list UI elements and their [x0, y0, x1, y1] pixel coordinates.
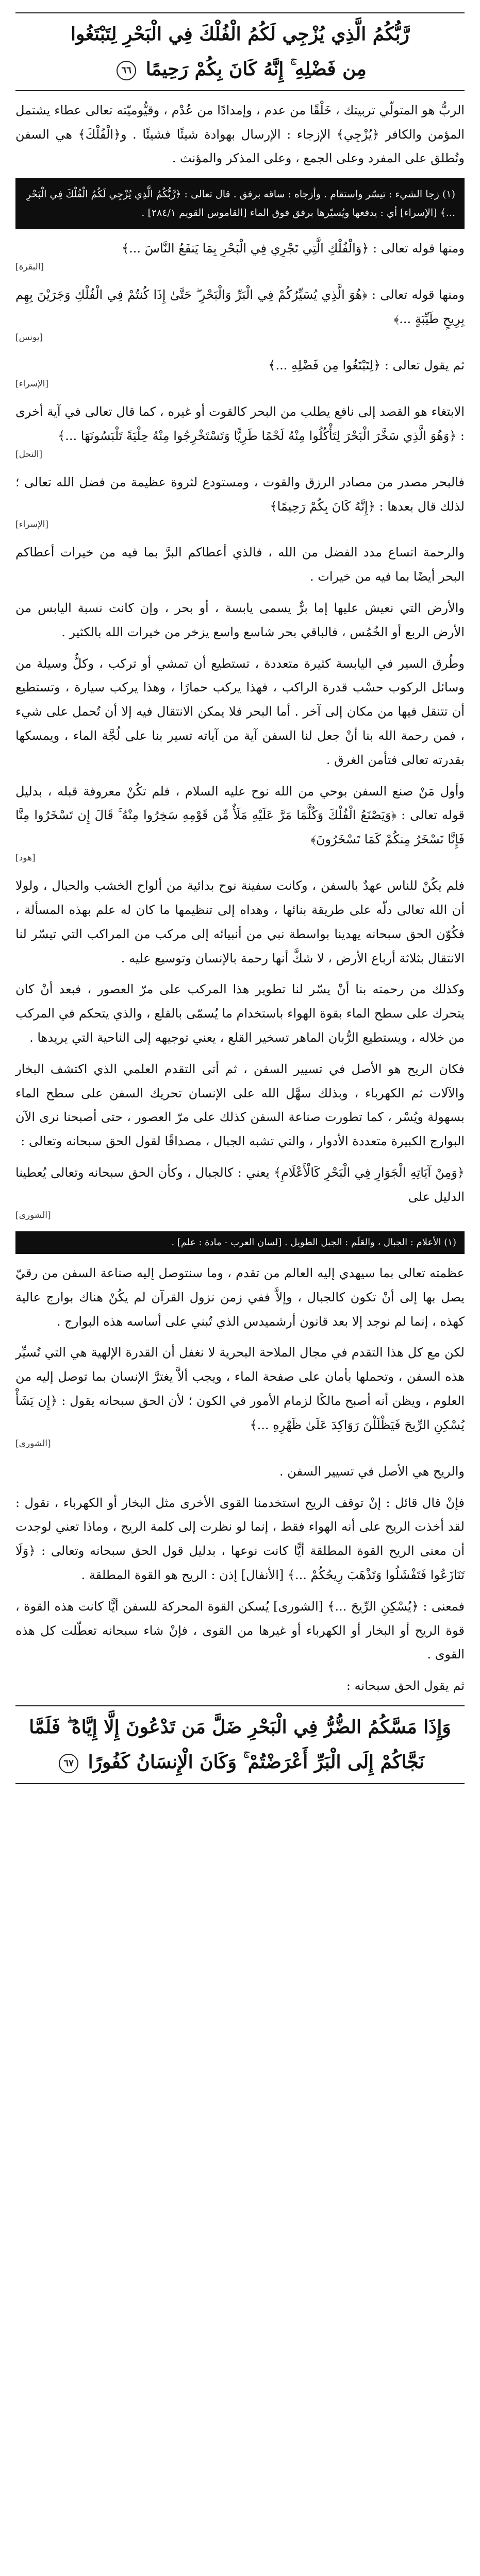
section-0: ومنها قوله تعالى : ﴿وَالْفُلْكِ الَّتِي تَجْرِي فِي الْبَحْرِ بِمَا يَنفَعُ النَّاسَ ...﴾ [البقرة] [15, 236, 465, 276]
bottom-verse-number: ٦٧ [59, 1754, 78, 1773]
section-3: الابتغاء هو القصد إلى نافع يطلب من البحر كالقوت أو غيره ، كما قال تعالى في آية أخرى : ﴿وَهُوَ الَّذِي سَخَّرَ الْبَحْرَ لِتَأْكُلُوا مِنْهُ لَحْمًا طَرِيًّا وَتَسْتَخْرِجُوا مِنْهُ حِلْيَةً تَلْبَسُونَهَا ...﴾ [النحل] [15, 400, 465, 463]
footnote-strip: (١) الأعلام : الجبال ، والعَلَم : الجبل الطويل . [لسان العرب - مادة : علم] . [15, 1231, 465, 1254]
section-6: والأرض التي نعيش عليها إما برٌّ يسمى يابسة ، أو بحر ، وإن كانت نسبة اليابس من الأرض الربع أو الخُمُس ، فالباقي بحر شاسع واسع يزخر من خيرات الله بالكثير . [15, 601, 465, 639]
section-1: ومنها قوله تعالى : ﴿هُوَ الَّذِي يُسَيِّرُكُمْ فِي الْبَرِّ وَالْبَحْرِ ۖ حَتَّىٰ إِذَا كُنتُمْ فِي الْفُلْكِ وَجَرَيْنَ بِهِم بِرِيحٍ طَيِّبَةٍ ...﴾ [يونس] [15, 283, 465, 346]
section-4: فالبحر مصدر من مصادر الرزق والقوت ، ومستودع لثروة عظيمة من فضل الله تعالى ؛ لذلك قال بعدها : ﴿إِنَّهُ كَانَ بِكُمْ رَحِيمًا﴾ [الإسراء] [15, 470, 465, 534]
section2-2: والريح هي الأصل في تسيير السفن . [279, 1464, 465, 1479]
section-ref: [الشورى] [15, 1438, 51, 1449]
section-ref: [الشورى] [15, 1210, 51, 1221]
top-verse-line2: مِن فَضْلِهِ ۚ إِنَّهُ كَانَ بِكُمْ رَحِيمًا [145, 58, 367, 80]
sections-2 [15, 1261, 465, 1698]
section-11: فكان الريح هو الأصل في تسيير السفن ، ثم أتى التقدم العلمي الذي اكتشف البخار والآلات ثم الكهرباء ، وبذلك سهَّل الله على الإنسان تحريك السفن على سطح الماء بسهولة ويُسْر ، كما تطورت صناعة السفن كذلك على مرّ العصور ، حتى أصبحنا نرى الآن البوارج الكبيرة متعددة الأدوار ، والتي تشبه الجبال ، مصداقًا لقول الحق سبحانه وتعالى : [15, 1061, 465, 1149]
section-10: وكذلك من رحمته بنا أنْ يسّر لنا تطوير هذا المركب على مرّ العصور ، فبعد أنْ كان يتحرك على سطح الماء بقوة الهواء باستخدام ما يُسمّى بالقلع ، والذي يتحكم في المركب من خلاله ، ويستطيع الرُّبان الماهر تسخير القلع ، يعني توجيهه إلى الناحية التي يريدها . [15, 982, 465, 1045]
section-ref: [يونس] [15, 332, 43, 343]
page [15, 10, 465, 1786]
section-5: والرحمة اتساع مدد الفضل من الله ، فالذي أعطاكم البرَّ بما فيه من خيرات أعطاكم البحر أيضًا بما فيه من خيرات . [15, 545, 465, 584]
footnote-box: (١) زجا الشيء : تيسّر واستقام . وأزجاه : ساقه برفق . قال تعالى : ﴿رَّبُّكُمُ الَّذِي يُزْجِي لَكُمُ الْفُلْكَ فِي الْبَحْرِ ...﴾ [الإسراء] أي : يدفعها ويُسيّرها برفق فوق الماء [القاموس القويم ٢٨٤/١] . [15, 178, 465, 229]
bottom-verse [15, 1705, 465, 1784]
bottom-verse-line1: وَإِذَا مَسَّكُمُ الضُّرُّ فِي الْبَحْرِ ضَلَّ مَن تَدْعُونَ إِلَّا إِيَّاهُ ۖ فَلَمَّا [29, 1716, 451, 1738]
top-verse-number: ٦٦ [117, 61, 136, 80]
section2-1: لكن مع كل هذا التقدم في مجال الملاحة البحرية لا نغفل أن القدرة الإلهية هي التي تُسيِّر هذه السفن ، وتحملها بأمان على صفحة الماء ، ويجب ألاَّ يغترَّ الإنسان بما توصل إليه من العلوم ، ويظن أنه أصبح مالكًا لزمام الأمور في الكون ؛ لأن الحق سبحانه يقول : ﴿إِن يَشَأْ يُسْكِنِ الرِّيحَ فَيَظْلَلْنَ رَوَاكِدَ عَلَىٰ ظَهْرِهِ ...﴾ [الشورى] [15, 1341, 465, 1452]
section-ref: [الإسراء] [15, 378, 49, 389]
section2-0: عظمته تعالى بما سيهدي إليه العالم من تقدم ، وما سنتوصل إليه صناعة السفن من رقيّ يصل بها إلى أنْ تكون كالجبال ، وإلاَّ ففي زمن نزول القرآن لم يكُنْ هناك بوارج عالية كهذه ، إنما لم نوجد إلا بعد قانون أرشميدس الذي تُبني على أساسه هذه البوارج . [15, 1266, 465, 1329]
section-9: فلم يكُنْ للناس عهدٌ بالسفن ، وكانت سفينة نوح بدائية من ألواح الخشب والحبال ، ولولا أن الله تعالى دلّه على طريقة بنائها ، وهداه إلى تنظيمها ما كان له علم بهذه المسألة ، فكُوّن الحق سبحانه يهدينا بواسطة نبي من أنبيائه إلى مركب من المراكب التي تيسّر لنا الانتقال بثلاثة أرباع الأرض ، لا شكَّ أنها رحمة بالإنسان وتوسيع عليه . [15, 878, 465, 965]
section-ref: [البقرة] [15, 262, 44, 273]
section-12: ﴿وَمِنْ آيَاتِهِ الْجَوَارِ فِي الْبَحْرِ كَالْأَعْلَامِ﴾ يعني : كالجبال ، وكأن الحق سبحانه وتعالى يُعطينا الدليل على [الشورى] [15, 1161, 465, 1224]
bottom-verse-line2: نَجَّاكُمْ إِلَى الْبَرِّ أَعْرَضْتُمْ ۚ وَكَانَ الْإِنسَانُ كَفُورًا [88, 1751, 424, 1773]
section2-3: فإنْ قال قائل : إنْ توقف الريح استخدمنا القوى الأخرى مثل البخار أو الكهرباء ، نقول : لقد أخذت الريح على أنه الهواء فقط ، إنما لو نظرت إلى كلمة الريح ، وماذا تعني لوجدت أن معنى الريح القوة المطلقة أيًّا كانت نوعها ، بدليل قول الحق سبحانه وتعالى : ﴿وَلَا تَنَازَعُوا فَتَفْشَلُوا وَتَذْهَبَ رِيحُكُمْ ...﴾ [الأنفال] إذن : الريح هو القوة المطلقة . [15, 1495, 465, 1582]
section-ref: [هود] [15, 853, 36, 863]
section-7: وطُرق السير في اليابسة كثيرة متعددة ، تستطيع أن تمشي أو تركب ، وكلُّ وسيلة من وسائل الركوب حسْب قدرة الراكب ، فهذا يركب حمارًا ، وهذا يركب سيارة ، وتستطيع أن تتنقل فيها من مكان إلى آخر . أما البحر فلا يمكن الانتقال فيه إلا أن تُحمل على شيء ، فمن رحمة الله بنا أنْ جعل لنا السفن آية من آياته تسير بنا على لُجَّة الماء ، ويمسكها بقدرته تعالى فتأمن الغرق . [15, 656, 465, 767]
sections [15, 236, 465, 1224]
section-8: وأول مَنْ صنع السفن بوحي من الله نوح عليه السلام ، فلم تكُنْ معروفة قبله ، بدليل قوله تعالى : ﴿وَيَصْنَعُ الْفُلْكَ وَكُلَّمَا مَرَّ عَلَيْهِ مَلَأٌ مِّن قَوْمِهِ سَخِرُوا مِنْهُ ۚ قَالَ إِن تَسْخَرُوا مِنَّا فَإِنَّا نَسْخَرُ مِنكُمْ كَمَا تَسْخَرُونَ﴾ [هود] [15, 779, 465, 867]
intro-paragraph: الربُّ هو المتولّي تربيتك ، خَلْقًا من عدم ، وإمدادًا من عُدْم ، وقيُّوميّته تعالى عطاء يشتمل المؤمن والكافر ﴿يُزْجِي﴾ الإزجاء : الإرسال بهوادة شيئًا فشيئًا . و﴿الْفُلْكَ﴾ هي السفن وتُطلق على المفرد وعلى الجمع ، وعلى المذكر والمؤنث . [15, 103, 465, 166]
section2-4: فمعنى : ﴿يُسْكِنِ الرِّيحَ ...﴾ [الشورى] يُسكن القوة المحركة للسفن أيًّا كانت هذه القوة ، قوة الريح أو البخار أو الكهرباء أو غيرها من القوى ، فإنْ شاء سبحانه تعطّلت كل هذه القوى . [15, 1599, 465, 1662]
section-2: ثم يقول تعالى : ﴿لِتَبْتَغُوا مِن فَضْلِهِ ...﴾ [الإسراء] [15, 353, 465, 393]
top-verse-line1: رَّبُّكُمُ الَّذِي يُزْجِي لَكُمُ الْفُلْكَ فِي الْبَحْرِ لِتَبْتَغُوا [70, 23, 410, 45]
section2-5: ثم يقول الحق سبحانه : [346, 1679, 465, 1693]
section-ref: [الإسراء] [15, 519, 49, 530]
section-ref: [النحل] [15, 449, 43, 460]
top-verse [15, 12, 465, 91]
